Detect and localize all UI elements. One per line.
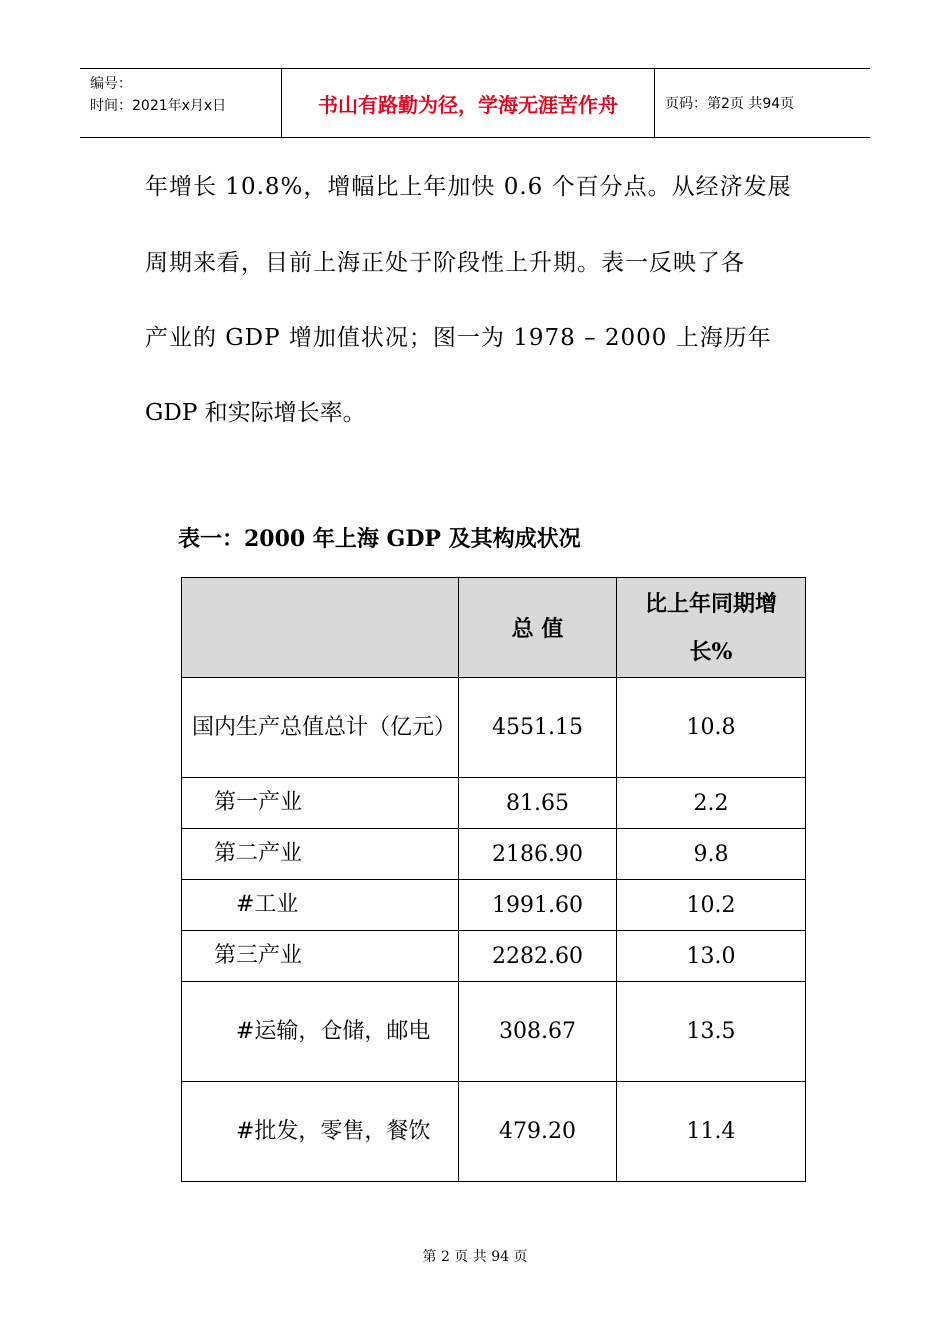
row-label: #工业 [182,880,459,931]
row-value: 308.67 [459,982,617,1082]
gdp-table [181,577,806,1182]
header-motto: 书山有路勤为径，学海无涯苦作舟 [282,69,655,137]
header-growth: 比上年同期增长% [617,578,806,678]
row-label: #批发，零售，餐饮 [182,1082,459,1182]
row-growth: 9.8 [617,829,806,880]
row-growth: 10.8 [617,678,806,778]
page-header [80,68,870,138]
header-blank [182,578,459,678]
table-row [182,678,806,778]
row-growth: 10.2 [617,880,806,931]
header-info-cell [80,69,282,137]
row-value: 81.65 [459,778,617,829]
row-label: #运输，仓储，邮电 [182,982,459,1082]
doc-number-label: 编号： [90,76,132,92]
row-label: 第三产业 [182,931,459,982]
row-label: 第一产业 [182,778,459,829]
row-label: 第二产业 [182,829,459,880]
row-value: 479.20 [459,1082,617,1182]
table-row [182,829,806,880]
paragraph-line: 年增长 10.8%，增幅比上年加快 0.6 个百分点。从经济发展 [145,174,792,200]
row-value: 4551.15 [459,678,617,778]
paragraph-line: 产业的 GDP 增加值状况；图一为 1978 – 2000 上海历年 [145,325,772,351]
paragraph-line: 周期来看，目前上海正处于阶段性上升期。表一反映了各 [145,250,745,276]
row-value: 2186.90 [459,829,617,880]
row-growth: 13.0 [617,931,806,982]
table-row [182,1082,806,1182]
table-row [182,931,806,982]
row-growth: 2.2 [617,778,806,829]
doc-time-label: 时间：2021年x月x日 [90,98,227,114]
row-label: 国内生产总值总计（亿元） [182,678,459,778]
table-row [182,778,806,829]
table-header-row [182,578,806,678]
header-page-number: 页码：第2页 共94页 [665,96,795,112]
header-total-value: 总 值 [459,578,617,678]
table-row [182,880,806,931]
row-value: 2282.60 [459,931,617,982]
page-footer: 第 2 页 共 94 页 [422,1249,528,1265]
table-row [182,982,806,1082]
row-growth: 13.5 [617,982,806,1082]
row-value: 1991.60 [459,880,617,931]
table-caption: 表一：2000 年上海 GDP 及其构成状况 [178,526,581,552]
paragraph-line: GDP 和实际增长率。 [145,400,366,426]
row-growth: 11.4 [617,1082,806,1182]
